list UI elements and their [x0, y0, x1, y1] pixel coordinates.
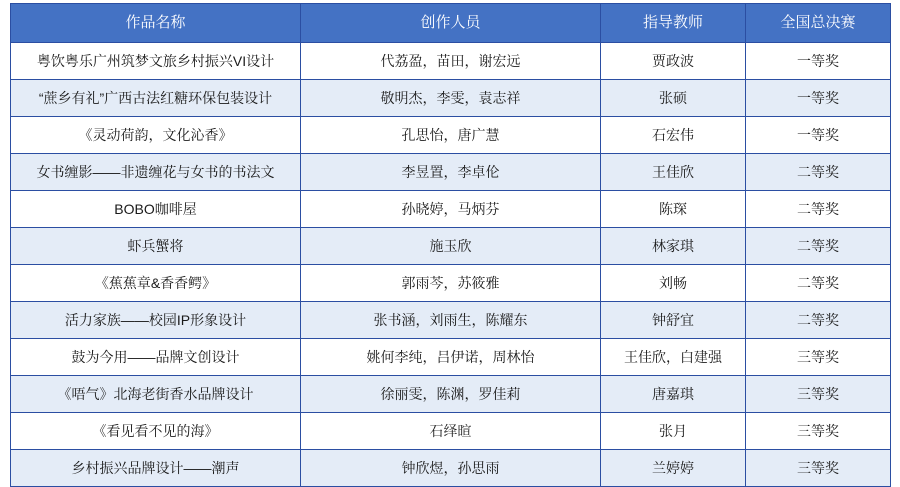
- cell-award: 二等奖: [746, 191, 891, 228]
- cell-authors: 钟欣煜，孙思雨: [301, 450, 601, 487]
- cell-teacher: 王佳欣，白建强: [601, 339, 746, 376]
- cell-authors: 孔思怡，唐广慧: [301, 117, 601, 154]
- cell-teacher: 钟舒宜: [601, 302, 746, 339]
- cell-teacher: 石宏伟: [601, 117, 746, 154]
- table-row: [11, 80, 891, 117]
- column-header-award: 全国总决赛: [746, 4, 891, 43]
- cell-authors: 代荔盈，苗田，谢宏远: [301, 43, 601, 80]
- cell-award: 三等奖: [746, 450, 891, 487]
- cell-teacher: 唐嘉琪: [601, 376, 746, 413]
- cell-authors: 孙晓婷，马炳芬: [301, 191, 601, 228]
- cell-authors: 徐丽雯，陈渊，罗佳莉: [301, 376, 601, 413]
- cell-award: 二等奖: [746, 265, 891, 302]
- cell-award: 三等奖: [746, 376, 891, 413]
- table-row: [11, 413, 891, 450]
- table-row: [11, 265, 891, 302]
- table-row: [11, 339, 891, 376]
- cell-authors: 张书涵，刘雨生，陈耀东: [301, 302, 601, 339]
- table-row: [11, 154, 891, 191]
- table-row: [11, 302, 891, 339]
- table-row: [11, 43, 891, 80]
- table-row: [11, 450, 891, 487]
- award-results-table: [10, 3, 891, 487]
- cell-authors: 施玉欣: [301, 228, 601, 265]
- cell-authors: 敬明杰，李雯，袁志祥: [301, 80, 601, 117]
- cell-award: 一等奖: [746, 117, 891, 154]
- cell-award: 三等奖: [746, 339, 891, 376]
- cell-teacher: 兰婷婷: [601, 450, 746, 487]
- cell-title: 鼓为今用——品牌文创设计: [11, 339, 301, 376]
- cell-teacher: 王佳欣: [601, 154, 746, 191]
- cell-title: 乡村振兴品牌设计——潮声: [11, 450, 301, 487]
- cell-award: 一等奖: [746, 80, 891, 117]
- cell-title: BOBO咖啡屋: [11, 191, 301, 228]
- cell-title: 《看见看不见的海》: [11, 413, 301, 450]
- table-row: [11, 117, 891, 154]
- table-row: [11, 191, 891, 228]
- cell-title: 虾兵蟹将: [11, 228, 301, 265]
- cell-title: 粤饮粤乐广州筑梦文旅乡村振兴VI设计: [11, 43, 301, 80]
- cell-authors: 李昱置，李卓伦: [301, 154, 601, 191]
- cell-award: 一等奖: [746, 43, 891, 80]
- column-header-teacher: 指导教师: [601, 4, 746, 43]
- cell-teacher: 张硕: [601, 80, 746, 117]
- table-header-row: [11, 4, 891, 43]
- cell-title: 《灵动荷韵，文化沁香》: [11, 117, 301, 154]
- cell-authors: 郭雨芩，苏筱雅: [301, 265, 601, 302]
- column-header-title: 作品名称: [11, 4, 301, 43]
- cell-title: “蔗乡有礼”广西古法红糖环保包装设计: [11, 80, 301, 117]
- cell-award: 二等奖: [746, 302, 891, 339]
- cell-teacher: 陈琛: [601, 191, 746, 228]
- cell-teacher: 张月: [601, 413, 746, 450]
- cell-teacher: 刘畅: [601, 265, 746, 302]
- cell-award: 二等奖: [746, 228, 891, 265]
- cell-award: 三等奖: [746, 413, 891, 450]
- table-row: [11, 376, 891, 413]
- column-header-authors: 创作人员: [301, 4, 601, 43]
- cell-title: 《蕉蕉章&香香鳄》: [11, 265, 301, 302]
- cell-title: 《唔气》北海老街香水品牌设计: [11, 376, 301, 413]
- cell-award: 二等奖: [746, 154, 891, 191]
- table-row: [11, 228, 891, 265]
- cell-title: 活力家族——校园IP形象设计: [11, 302, 301, 339]
- cell-authors: 姚何李纯，吕伊诺，周林怡: [301, 339, 601, 376]
- cell-title: 女书缠影——非遗缠花与女书的书法文: [11, 154, 301, 191]
- table-header: [11, 4, 891, 43]
- cell-teacher: 林家琪: [601, 228, 746, 265]
- cell-teacher: 贾政波: [601, 43, 746, 80]
- table-body: [11, 43, 891, 487]
- cell-authors: 石绎暄: [301, 413, 601, 450]
